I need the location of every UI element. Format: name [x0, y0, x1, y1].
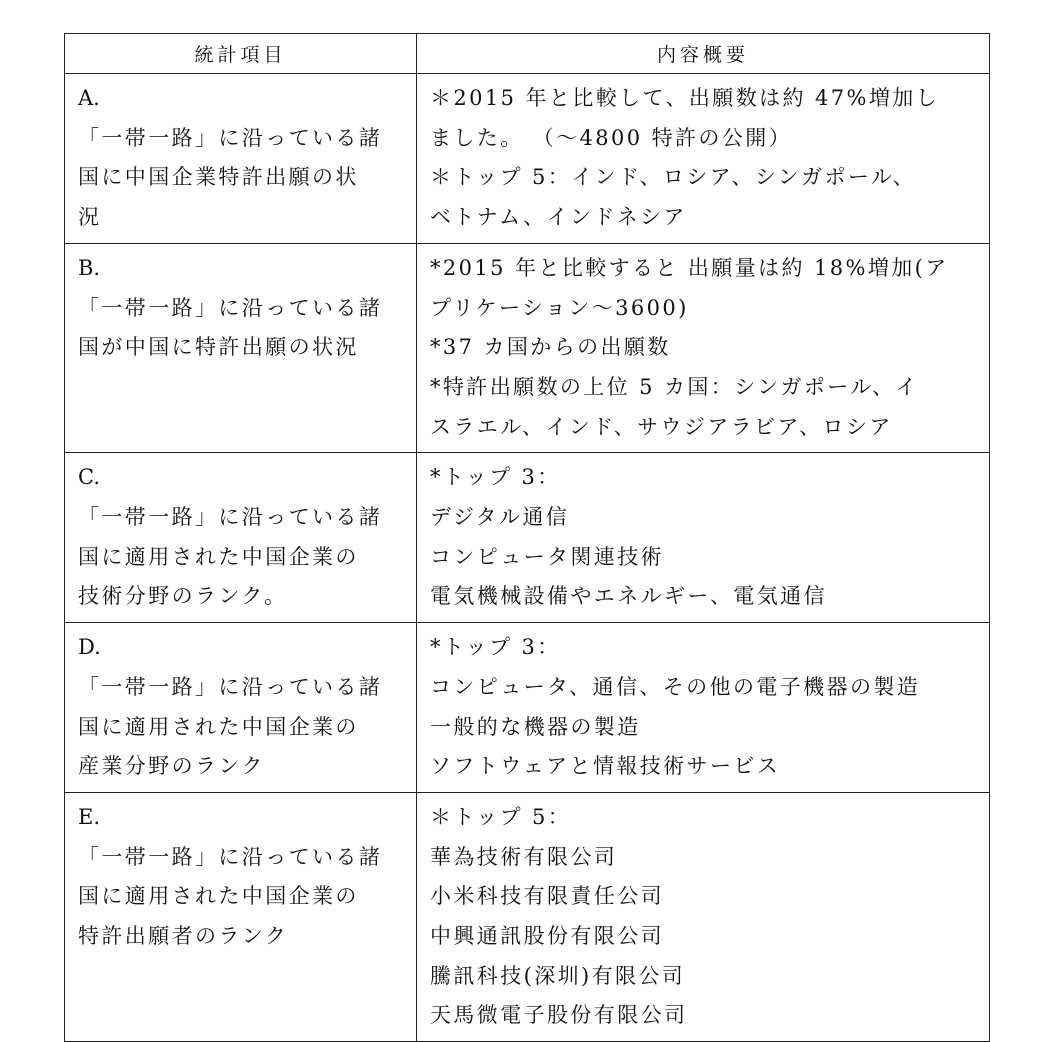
item-cell-e	[65, 792, 417, 1041]
item-text-line: 「一帯一路」に沿っている諸	[78, 844, 383, 869]
content-text-line: ソフトウェアと情報技術サービス	[430, 754, 781, 779]
content-text-line: *37 カ国からの出願数	[430, 335, 671, 360]
content-text-line: *2015 年と比較すると 出願量は約 18%増加(ア	[430, 255, 949, 280]
item-text-line: 産業分野のランク	[78, 754, 265, 779]
table-header-row	[65, 34, 990, 74]
header-statistics-item: 統計項目	[65, 34, 417, 74]
item-code: A.	[78, 86, 100, 110]
table-row	[65, 74, 990, 244]
content-text-line: 騰訊科技(深圳)有限公司	[430, 963, 686, 988]
content-text-line: ＊2015 年と比較して、出願数は約 47%増加し	[430, 86, 940, 110]
item-text-line: 特許出願者のランク	[78, 924, 289, 949]
content-cell-a	[417, 74, 990, 244]
content-text-line: プリケーション～3600)	[430, 295, 689, 320]
item-text-line: 国に中国企業特許出願の状	[78, 165, 359, 190]
table-row	[65, 792, 990, 1041]
content-text-line: ました。 （～4800 特許の公開）	[430, 125, 792, 150]
item-text-line: 況	[78, 205, 102, 230]
item-cell-c	[65, 453, 417, 623]
content-text-line: *トップ 3：	[430, 465, 561, 490]
item-cell-d	[65, 623, 417, 793]
item-code: E.	[78, 804, 101, 829]
item-cell-b	[65, 243, 417, 453]
table-row	[65, 243, 990, 453]
item-cell-a	[65, 74, 417, 244]
content-text-line: 中興通訊股份有限公司	[430, 924, 664, 949]
statistics-table	[64, 33, 990, 1042]
content-cell-d	[417, 623, 990, 793]
item-text-line: 国に適用された中国企業の	[78, 884, 359, 909]
item-code: D.	[78, 635, 101, 660]
item-text-line: 「一帯一路」に沿っている諸	[78, 505, 383, 530]
content-text-line: デジタル通信	[430, 505, 570, 530]
header-content-summary: 内容概要	[417, 34, 990, 74]
content-text-line: *トップ 3：	[430, 635, 561, 660]
item-text-line: 「一帯一路」に沿っている諸	[78, 674, 383, 699]
content-text-line: 小米科技有限責任公司	[430, 884, 664, 909]
content-text-line: ＊トップ 5：インド、ロシア、シンガポール、	[430, 165, 917, 190]
item-text-line: 国が中国に特許出願の状況	[78, 335, 359, 360]
content-text-line: コンピュータ、通信、その他の電子機器の製造	[430, 674, 921, 699]
item-text-line: 国に適用された中国企業の	[78, 714, 359, 739]
content-text-line: スラエル、インド、サウジアラビア、ロシア	[430, 414, 893, 439]
item-text-line: 国に適用された中国企業の	[78, 544, 359, 569]
item-code: C.	[78, 465, 100, 490]
content-text-line: ベトナム、インドネシア	[430, 205, 687, 230]
content-text-line: 電気機械設備やエネルギー、電気通信	[430, 584, 827, 609]
content-text-line: 天馬微電子股份有限公司	[430, 1003, 688, 1028]
content-cell-e	[417, 792, 990, 1041]
content-cell-b	[417, 243, 990, 453]
item-code: B.	[78, 255, 101, 280]
item-text-line: 「一帯一路」に沿っている諸	[78, 295, 383, 320]
table-row	[65, 453, 990, 623]
content-cell-c	[417, 453, 990, 623]
content-text-line: 一般的な機器の製造	[430, 714, 641, 739]
content-text-line: 華為技術有限公司	[430, 844, 618, 869]
content-text-line: *特許出願数の上位 5 カ国：シンガポール、イ	[430, 374, 919, 399]
content-text-line: コンピュータ関連技術	[430, 544, 664, 569]
item-text-line: 「一帯一路」に沿っている諸	[78, 125, 383, 150]
item-text-line: 技術分野のランク。	[78, 584, 288, 609]
table-row	[65, 623, 990, 793]
content-text-line: ＊トップ 5：	[430, 804, 572, 829]
